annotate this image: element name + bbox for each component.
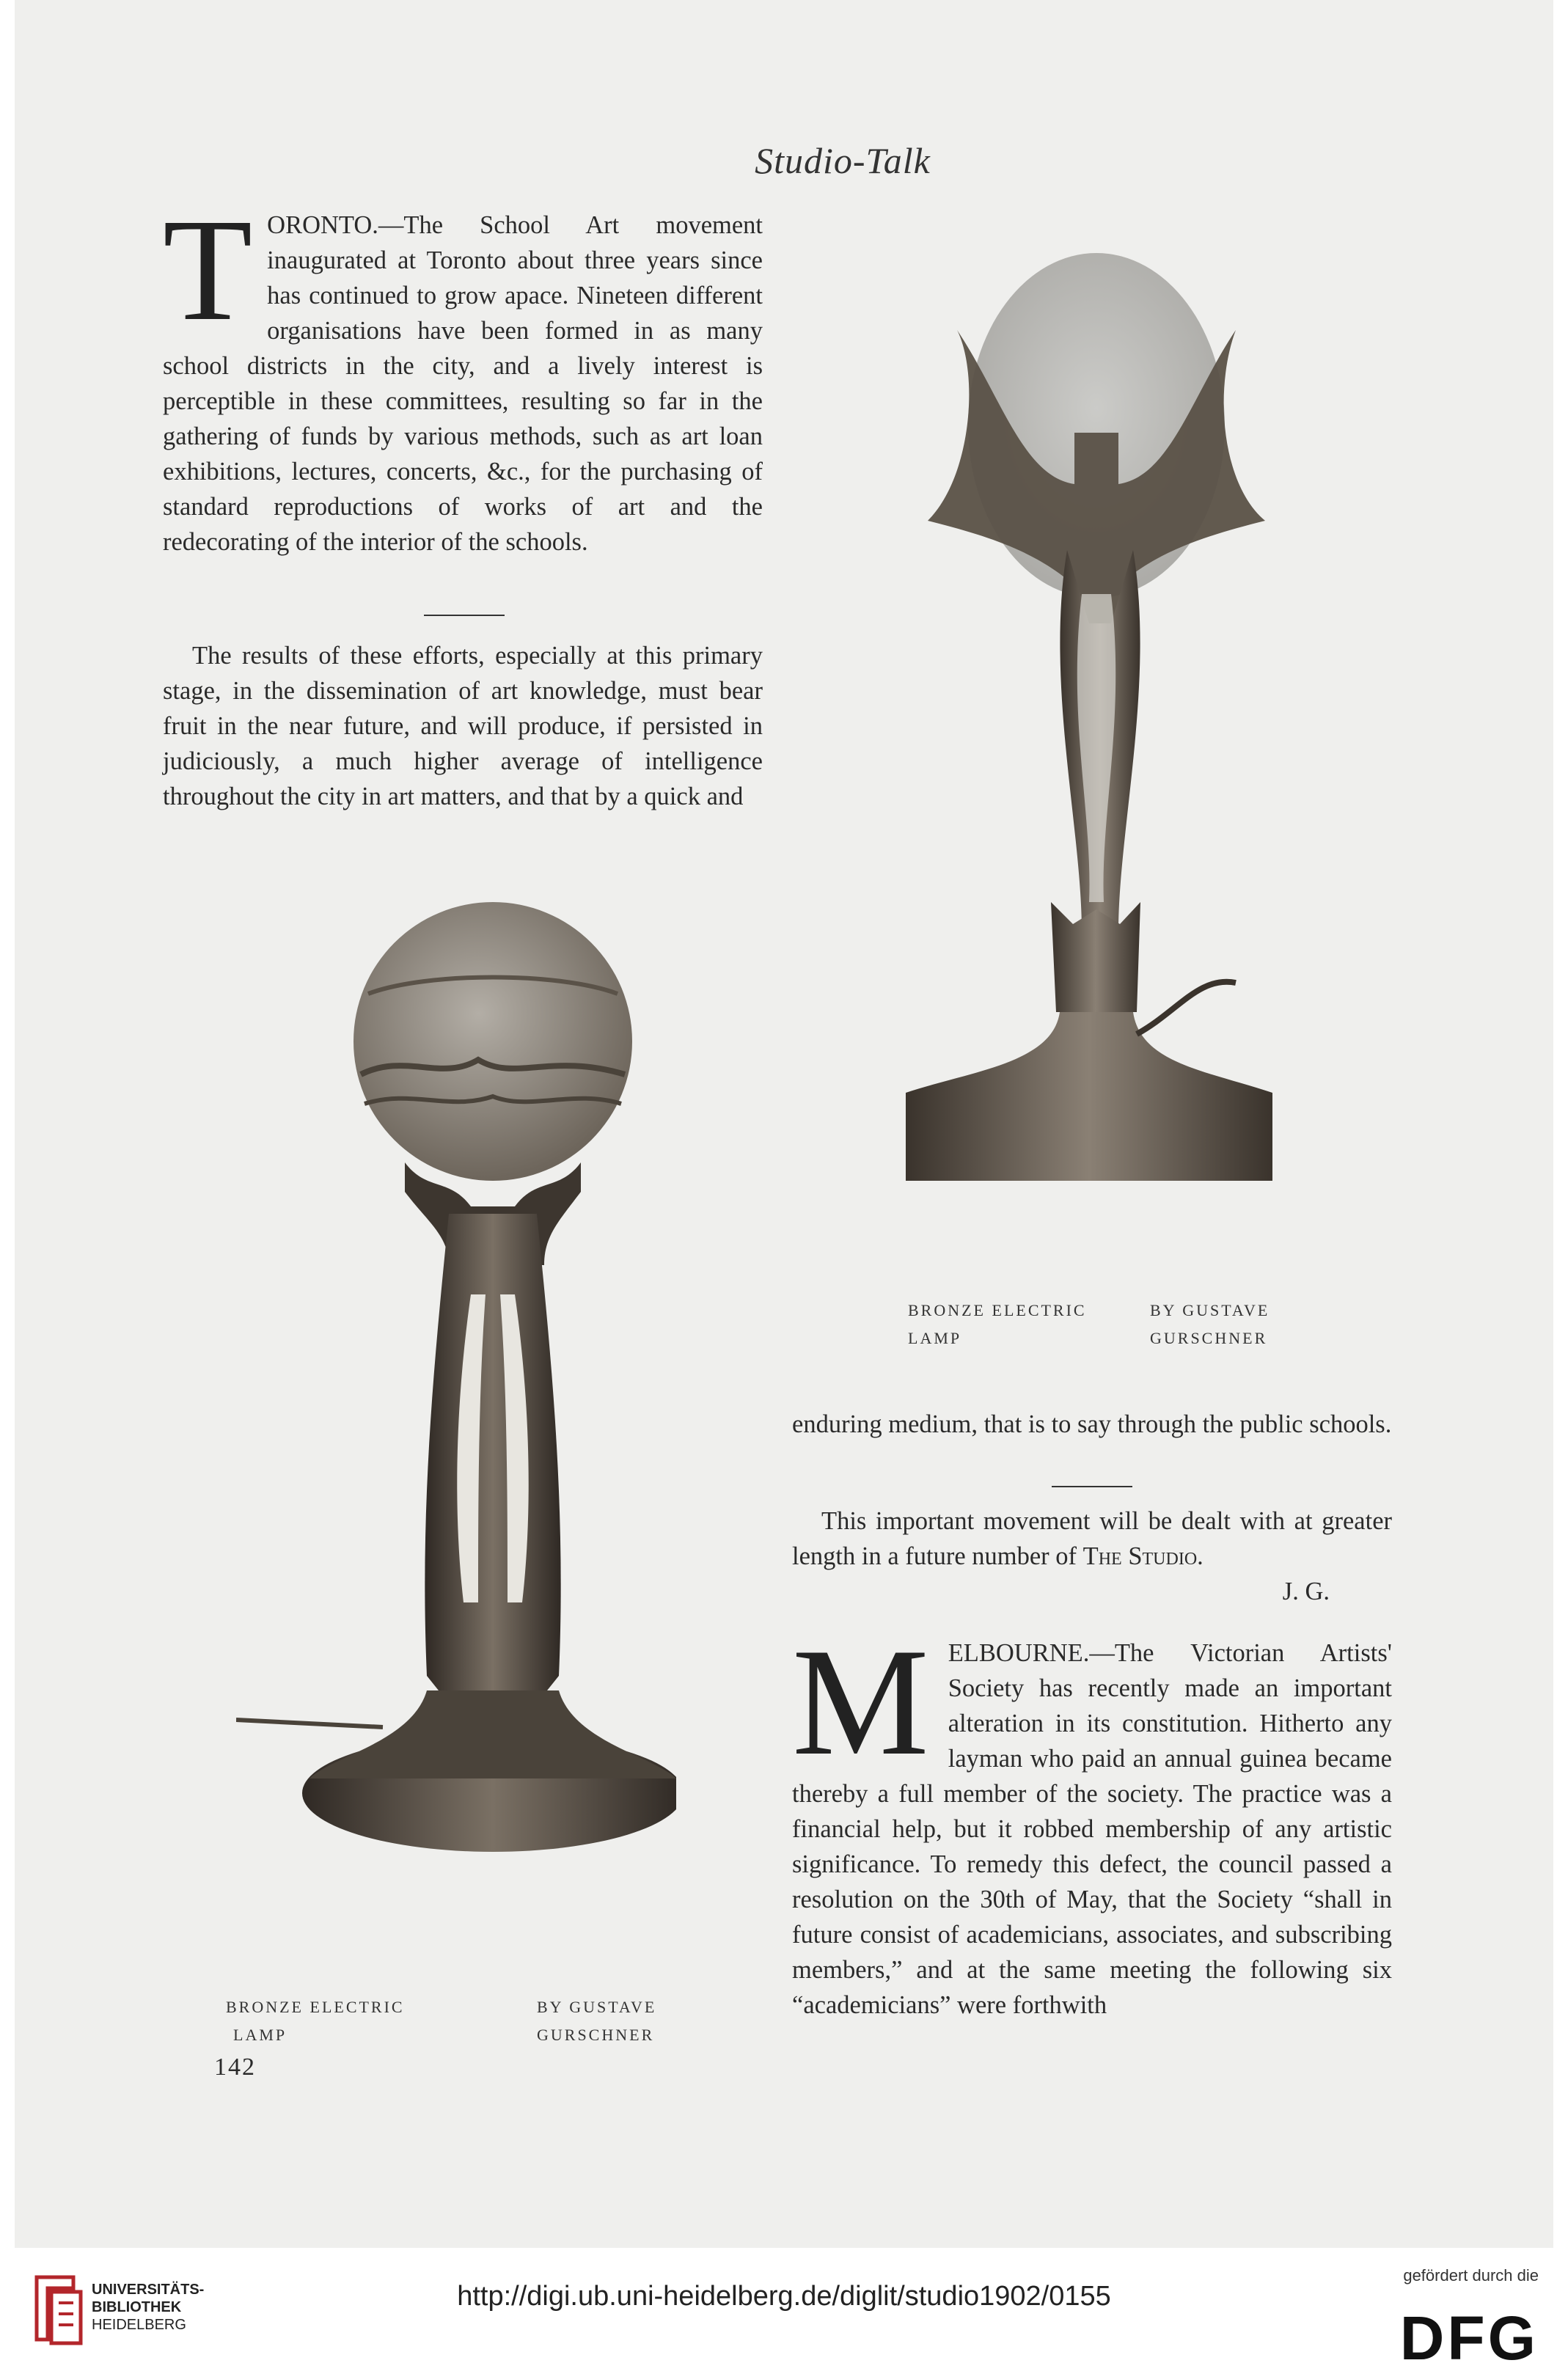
caption-left-title-1: BRONZE ELECTRIC xyxy=(226,1998,405,2016)
the-studio-title: The Studio. xyxy=(1082,1542,1204,1570)
library-name-line-3: HEIDELBERG xyxy=(92,2317,186,2333)
section-rule-2 xyxy=(1052,1486,1132,1487)
dropcap-t: T xyxy=(163,189,253,351)
caption-right-title-1: BRONZE ELECTRIC xyxy=(908,1301,1087,1319)
toronto-paragraph-2: The results of these efforts, especially at this primary stage, in the dissemination of art knowledge, must bear fruit in the near future, and will produce, if persisted in judiciously, a much higher average of intelligence throughout the city in art matters, and that by a quick and xyxy=(163,642,763,810)
lamp-image-right xyxy=(884,242,1294,1254)
page-number: 142 xyxy=(214,2054,256,2081)
section-rule-1 xyxy=(424,615,505,616)
caption-left-title-2: LAMP xyxy=(233,2026,287,2044)
toronto-column xyxy=(163,189,763,560)
toronto-paragraph-3: enduring medium, that is to say through the public schools. xyxy=(792,1410,1392,1438)
permalink[interactable]: http://digi.ub.uni-heidelberg.de/diglit/studio1902/0155 xyxy=(457,2281,1111,2312)
dfg-logo: DFG xyxy=(1399,2304,1539,2373)
toronto-column-4 xyxy=(792,1503,1392,1609)
caption-left-artist-1: BY GUSTAVE xyxy=(537,1998,657,2016)
toronto-column-2 xyxy=(163,638,763,814)
melbourne-paragraph: ELBOURNE.—The Victorian Artists' Society has recently made an important alteration in its constitution. Hitherto any layman who paid an annual guinea became thereby a full member of the society. The practice was a financial help, but it robbed membership of any artistic significance. To remedy this defect, the council passed a resolution on the 30th of May, that the Society “shall in future consist of academicians, associates, and subscribing members,” and at the same meeting the following six “academicians” were forthwith xyxy=(792,1639,1392,2019)
dropcap-m: M xyxy=(792,1617,929,1787)
lamp-image-left xyxy=(236,884,676,1910)
caption-left-artist-2: GURSCHNER xyxy=(537,2026,655,2044)
toronto-paragraph-1: ORONTO.—The School Art movement inaugurated at Toronto about three years since has continued to grow apace. Nineteen different organisations have been formed in as many school districts in the city, and a lively interest is perceptible in these committees, resulting so far in the gathering of funds by various methods, such as art loan exhibitions, lectures, concerts, &c., for the purchasing of standard reproductions of works of art and the redecorating of the interior of the schools. xyxy=(163,211,763,556)
caption-right-title-2: LAMP xyxy=(908,1329,962,1347)
melbourne-column xyxy=(792,1617,1392,2023)
caption-right-artist-1: BY GUSTAVE xyxy=(1150,1301,1270,1319)
toronto-paragraph-4-text: This important movement will be dealt with at greater length in a future number of xyxy=(792,1507,1392,1570)
funding-note: gefördert durch die xyxy=(1403,2266,1539,2285)
library-name-line-1: UNIVERSITÄTS- xyxy=(92,2282,205,2298)
toronto-paragraph-4 xyxy=(792,1503,1392,1574)
signature: J. G. xyxy=(1282,1578,1330,1605)
library-name-line-2: BIBLIOTHEK xyxy=(92,2299,182,2315)
running-header: Studio-Talk xyxy=(755,140,931,181)
toronto-column-3 xyxy=(792,1407,1392,1442)
caption-right-artist-2: GURSCHNER xyxy=(1150,1329,1268,1347)
